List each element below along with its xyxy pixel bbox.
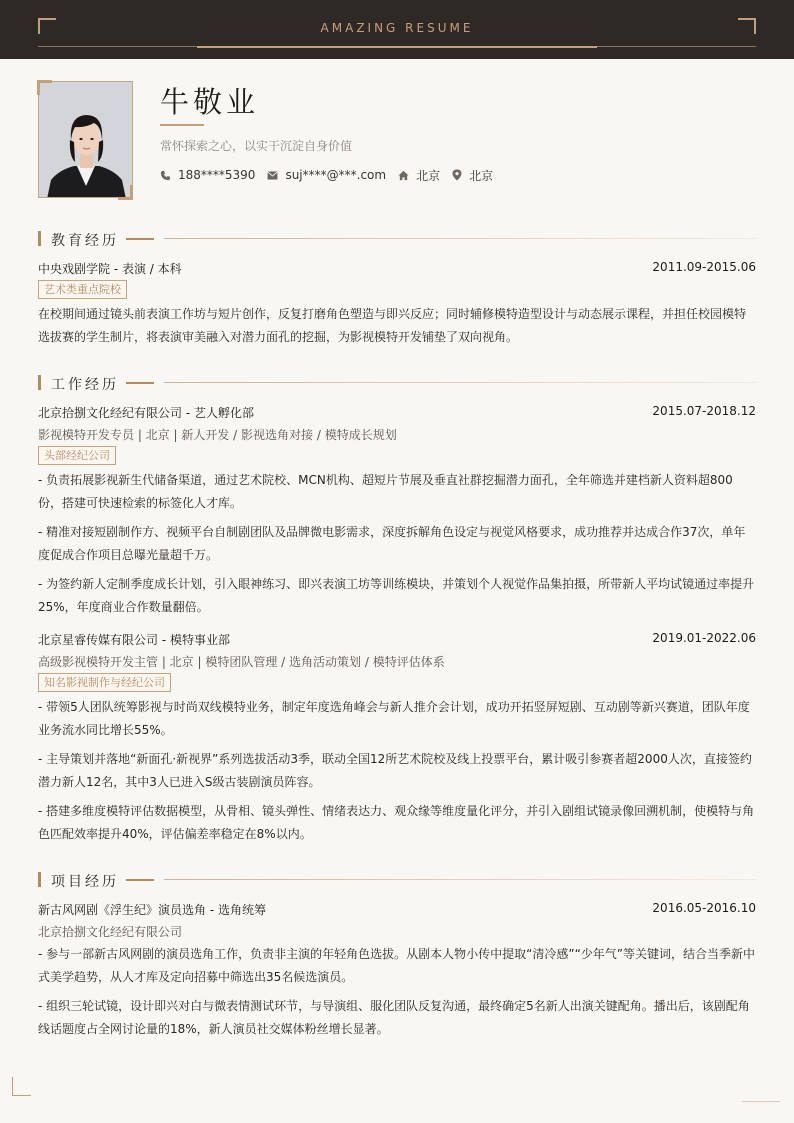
work-role: 影视模特开发专员 | 北京 | 新人开发 / 影视选角对接 / 模特成长规划: [38, 428, 397, 442]
work-bullet: - 为签约新人定制季度成长计划，引入眼神练习、即兴表演工坊等训练模块，并策划个人视觉作品集拍摄，所带新人平均试镜通过率提升25%，年度商业合作数量翻倍。: [38, 577, 755, 614]
phone-icon: [160, 170, 171, 181]
corner-ornament-bottom-right: [742, 1101, 780, 1102]
location-city: 北京: [469, 168, 494, 183]
contact-phone: [160, 168, 255, 182]
contact-info: [160, 167, 505, 183]
location-pin-icon: [452, 169, 462, 181]
header-accent-line: [197, 46, 597, 48]
work-bullet: - 精准对接短剧制作方、视频平台自制剧团队及品牌微电影需求，深度拆解角色设定与视觉风格要求，成功推荐并达成合作37次，单年度促成合作项目总曝光量超千万。: [38, 525, 746, 562]
email-address: suj****@***.com: [285, 168, 387, 182]
candidate-motto: 常怀探索之心，以实干沉淀自身价值: [160, 139, 353, 153]
project-company: 北京拾捌文化经纪有限公司: [38, 925, 183, 939]
contact-email: [267, 168, 386, 182]
education-org: 中央戏剧学院 - 表演 / 本科: [38, 262, 182, 276]
education-desc: 在校期间通过镜头前表演工作坊与短片创作，反复打磨角色塑造与即兴反应；同时辅修模特造型设计与动态展示课程，并担任校园模特选拔赛的学生制片，将表演审美融入对潜力面孔的挖掘，为影视模特开发铺垫了双向视角。: [38, 307, 747, 344]
section-divider: [164, 238, 756, 239]
work-entry-header: [38, 631, 756, 648]
section-work: [38, 374, 756, 392]
work-tag: 头部经纪公司: [38, 446, 116, 465]
photo-corner-ornament: [37, 80, 52, 95]
work-date: 2015.07-2018.12: [652, 404, 756, 418]
work-bullet: - 带领5人团队统筹影视与时尚双线模特业务，制定年度选角峰会与新人推介会计划，成功开拓竖屏短剧、互动剧等新兴赛道，团队年度业务流水同比增长55%。: [38, 700, 750, 737]
corner-ornament-bottom-left: [12, 1077, 31, 1096]
mail-icon: [267, 171, 278, 180]
section-education: [38, 230, 756, 248]
work-tag: 知名影视制作与经纪公司: [38, 673, 171, 692]
home-icon: [398, 170, 409, 181]
section-dash: [126, 382, 154, 384]
project-bullet: - 组织三轮试镜，设计即兴对白与微表情测试环节，与导演组、服化团队反复沟通，最终确定5名新人出演关键配角。播出后，该剧配角线话题度占全网讨论量的18%，新人演员社交媒体粉丝增长显著。: [38, 999, 750, 1036]
section-marker: [38, 231, 41, 246]
section-marker: [38, 872, 41, 887]
person-portrait-icon: [39, 82, 133, 198]
contact-home: [398, 167, 440, 184]
education-date: 2011.09-2015.06: [652, 260, 756, 274]
work-bullet: - 搭建多维度模特评估数据模型，从骨相、镜头弹性、情绪表达力、观众缘等维度量化评分，并引入剧组试镜录像回溯机制，使模特与角色匹配效率提升40%，评估偏差率稳定在8%以内。: [38, 804, 755, 841]
section-dash: [126, 238, 154, 240]
project-header: [38, 901, 756, 918]
project-date: 2016.05-2016.10: [652, 901, 756, 915]
section-dash: [126, 879, 154, 881]
project-bullet: - 参与一部新古风网剧的演员选角工作，负责非主演的年轻角色选拔。从剧本人物小传中提取“清冷感”“少年气”等关键词，结合当季新中式美学趋势，从人才库及定向招募中筛选出35名候选演员。: [38, 947, 756, 984]
contact-location: [452, 167, 493, 184]
work-entry-header: [38, 404, 756, 421]
work-bullet: - 主导策划并落地“新面孔·新视界”系列选拔活动3季，联动全国12所艺术院校及线上投票平台，累计吸引参赛者超2000人次，直接签约潜力新人12名，其中3人已进入S级古装剧演员阵容。: [38, 752, 752, 789]
education-tag: 艺术类重点院校: [38, 280, 127, 299]
project-name: 新古风网剧《浮生纪》演员选角 - 选角统筹: [38, 903, 266, 917]
section-divider: [164, 382, 756, 383]
candidate-name: 牛敬业: [160, 85, 260, 119]
section-title: 工作经历: [51, 377, 119, 393]
name-underline: [160, 124, 204, 126]
work-org: 北京星睿传媒有限公司 - 模特事业部: [38, 633, 230, 647]
work-role: 高级影视模特开发主管 | 北京 | 模特团队管理 / 选角活动策划 / 模特评估体系: [38, 655, 445, 669]
section-divider: [164, 879, 756, 880]
home-city: 北京: [416, 168, 441, 183]
brand-title: AMAZING RESUME: [320, 21, 474, 35]
phone-number: 188****5390: [178, 168, 256, 182]
section-title: 项目经历: [51, 874, 119, 890]
work-bullet: - 负责拓展影视新生代储备渠道，通过艺术院校、MCN机构、超短片节展及垂直社群挖掘潜力面孔，全年筛选并建档新人资料超800份，搭建可快速检索的标签化人才库。: [38, 473, 733, 510]
work-date: 2019.01-2022.06: [652, 631, 756, 645]
section-marker: [38, 375, 41, 390]
profile-photo: [38, 81, 133, 198]
header-band: [0, 0, 794, 59]
section-projects: [38, 871, 756, 889]
photo-corner-ornament: [118, 185, 133, 200]
education-header: [38, 260, 756, 277]
work-org: 北京拾捌文化经纪有限公司 - 艺人孵化部: [38, 406, 254, 420]
section-title: 教育经历: [51, 233, 119, 249]
